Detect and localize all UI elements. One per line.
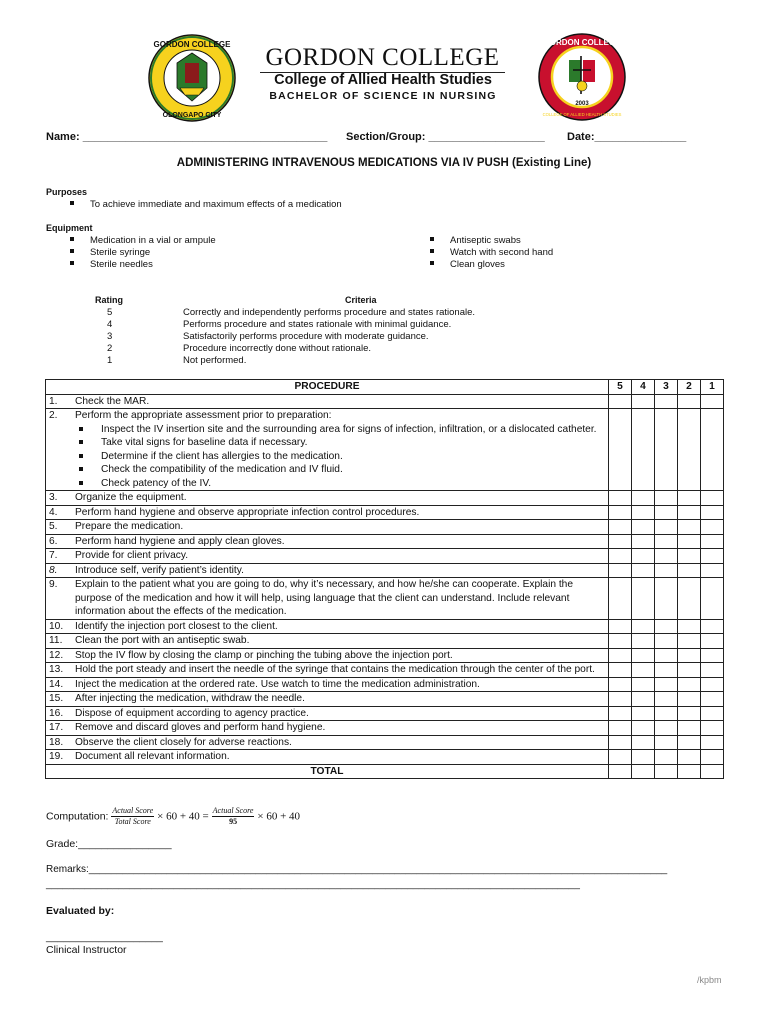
score-cell[interactable] [655, 578, 678, 620]
footer-mark: /kpbm [697, 975, 722, 985]
score-cell[interactable] [609, 706, 632, 721]
score-cell[interactable] [678, 750, 701, 765]
score-header-3: 3 [655, 380, 678, 395]
rating-criteria: Procedure incorrectly done without rationale. [183, 343, 371, 354]
step-number: 9. [49, 579, 58, 590]
score-cell[interactable] [655, 549, 678, 564]
score-cell[interactable] [632, 563, 655, 578]
procedure-table [45, 379, 724, 779]
score-cell[interactable] [701, 563, 724, 578]
score-cell[interactable] [609, 677, 632, 692]
score-cell[interactable] [678, 692, 701, 707]
score-cell[interactable] [609, 634, 632, 649]
subitem-text: Inspect the IV insertion site and the surrounding area for signs of infection, infiltration, or a dislocated catheter. [101, 423, 597, 435]
score-cell[interactable] [632, 634, 655, 649]
step-number: 16. [49, 707, 64, 719]
score-cell[interactable] [678, 648, 701, 663]
step-text: After injecting the medication, withdraw the needle. [75, 693, 305, 704]
equipment-item: Sterile needles [70, 259, 153, 270]
table-row [46, 578, 724, 620]
grade-field[interactable] [46, 838, 172, 850]
purposes-heading: Purposes [46, 187, 88, 197]
table-row [46, 735, 724, 750]
step-number: 7. [49, 550, 58, 561]
table-row [46, 534, 724, 549]
score-cell[interactable] [655, 677, 678, 692]
rating-value: 2 [107, 343, 113, 354]
gordon-college-seal-right [537, 32, 627, 122]
score-cell[interactable] [701, 677, 724, 692]
total-score-cell[interactable] [632, 764, 655, 779]
step-text: Dispose of equipment according to agency practice. [75, 707, 309, 719]
gordon-college-seal-left [147, 33, 237, 123]
date-blank[interactable]: _______________ [594, 131, 687, 143]
evaluated-by-label: Evaluated by: [46, 905, 115, 917]
rating-criteria: Not performed. [183, 355, 247, 366]
procedure-step [46, 394, 609, 409]
fraction-actual-over-95: $\frac{\text{Actual Score}}{95}$ [212, 806, 254, 826]
assessment-subitem [49, 477, 605, 491]
step-text: Identify the injection port closest to the client. [75, 620, 278, 632]
score-cell[interactable] [701, 648, 724, 663]
bullet-icon [430, 261, 434, 265]
score-cell[interactable] [701, 491, 724, 506]
score-cell[interactable] [655, 505, 678, 520]
step-text: Perform the appropriate assessment prior to preparation: [75, 410, 332, 421]
score-cell[interactable] [632, 409, 655, 491]
procedure-step [46, 692, 609, 707]
score-cell[interactable] [655, 394, 678, 409]
table-row [46, 648, 724, 663]
score-cell[interactable] [655, 520, 678, 535]
step-number: 10. [49, 620, 64, 632]
score-cell[interactable] [632, 706, 655, 721]
remarks-field[interactable] [46, 864, 667, 875]
score-cell[interactable] [701, 394, 724, 409]
bullet-icon [75, 463, 101, 477]
procedure-step [46, 721, 609, 736]
procedure-step [46, 634, 609, 649]
score-cell[interactable] [632, 549, 655, 564]
score-cell[interactable] [609, 549, 632, 564]
assessment-subitem [49, 450, 605, 464]
score-cell[interactable] [678, 394, 701, 409]
score-cell[interactable] [678, 534, 701, 549]
score-cell[interactable] [609, 491, 632, 506]
bullet-icon [75, 436, 101, 450]
score-cell[interactable] [701, 706, 724, 721]
fraction-actual-over-total: $\frac{\text{Actual Score}}{\text{Total Score}}$ [112, 806, 154, 826]
bullet-icon [70, 249, 74, 253]
rating-criteria: Correctly and independently performs procedure and states rationale. [183, 307, 476, 318]
score-cell[interactable] [655, 706, 678, 721]
score-cell[interactable] [701, 721, 724, 736]
score-cell[interactable] [632, 750, 655, 765]
score-cell[interactable] [632, 394, 655, 409]
step-text: Introduce self, verify patient’s identity. [75, 564, 244, 576]
score-cell[interactable] [609, 648, 632, 663]
score-cell[interactable] [678, 409, 701, 491]
score-cell[interactable] [609, 520, 632, 535]
score-cell[interactable] [701, 549, 724, 564]
score-cell[interactable] [678, 549, 701, 564]
equipment-item: Medication in a vial or ampule [70, 235, 216, 246]
procedure-step [46, 706, 609, 721]
subitem-text: Check the compatibility of the medication and IV fluid. [101, 464, 343, 475]
score-cell[interactable] [678, 706, 701, 721]
score-cell[interactable] [701, 619, 724, 634]
score-cell[interactable] [609, 750, 632, 765]
criteria-heading: Criteria [345, 295, 377, 305]
step-number: 2. [49, 410, 58, 421]
step-text: Check the MAR. [75, 395, 150, 407]
step-text: Clean the port with an antiseptic swab. [75, 635, 250, 646]
score-cell[interactable] [632, 721, 655, 736]
procedure-step [46, 578, 609, 620]
step-number: 14. [49, 678, 64, 690]
score-cell[interactable] [632, 491, 655, 506]
computation-label: Computation: [46, 810, 109, 823]
table-row [46, 409, 724, 491]
step-number: 3. [49, 492, 58, 503]
equipment-item: Clean gloves [430, 259, 505, 270]
bullet-icon [430, 249, 434, 253]
step-number: 11. [49, 635, 63, 646]
step-number: 12. [49, 649, 64, 661]
date-field[interactable] [567, 131, 686, 143]
equipment-heading: Equipment [46, 223, 93, 233]
document-title: ADMINISTERING INTRAVENOUS MEDICATIONS VIA IV PUSH (Existing Line) [176, 157, 592, 169]
equipment-item: Antiseptic swabs [430, 235, 521, 246]
step-text: Observe the client closely for adverse reactions. [75, 736, 292, 748]
score-cell[interactable] [655, 634, 678, 649]
table-row [46, 549, 724, 564]
computation-formula [46, 806, 300, 827]
score-cell[interactable] [701, 505, 724, 520]
subitem-text: Check patency of the IV. [101, 477, 212, 489]
score-cell[interactable] [678, 578, 701, 620]
score-header-4: 4 [632, 380, 655, 395]
score-cell[interactable] [609, 721, 632, 736]
rating-value: 5 [107, 307, 113, 318]
step-text: Perform hand hygiene and apply clean gloves. [75, 535, 285, 547]
procedure-step [46, 534, 609, 549]
step-text: Hold the port steady and insert the needle of the syringe that contains the medication through the center of the port. [75, 664, 595, 675]
step-number: 19. [49, 751, 64, 762]
procedure-step [46, 520, 609, 535]
name-label: Name: [46, 131, 80, 143]
score-cell[interactable] [609, 578, 632, 620]
step-text: Remove and discard gloves and perform hand hygiene. [75, 722, 326, 733]
college-name: GORDON COLLEGE [265, 44, 500, 71]
score-cell[interactable] [609, 663, 632, 678]
procedure-step [46, 409, 609, 491]
table-row [46, 634, 724, 649]
procedure-step [46, 677, 609, 692]
rating-value: 3 [107, 331, 113, 342]
bullet-icon [75, 450, 101, 464]
clinical-instructor-label: Clinical Instructor [46, 944, 127, 956]
score-cell[interactable] [701, 578, 724, 620]
step-number: 15. [49, 693, 64, 704]
total-score-cell[interactable] [678, 764, 701, 779]
score-cell[interactable] [655, 663, 678, 678]
procedure-table-body [46, 394, 724, 764]
procedure-step [46, 563, 609, 578]
score-cell[interactable] [678, 505, 701, 520]
rating-heading: Rating [95, 295, 123, 305]
college-unit: College of Allied Health Studies [274, 72, 492, 88]
rating-value: 1 [107, 355, 113, 366]
subitem-text: Determine if the client has allergies to the medication. [101, 450, 343, 462]
score-cell[interactable] [655, 735, 678, 750]
step-number: 1. [49, 395, 58, 407]
step-text: Document all relevant information. [75, 751, 230, 762]
score-cell[interactable] [632, 578, 655, 620]
left-seal-ring-text: GORDON COLLEGE [153, 40, 231, 49]
score-cell[interactable] [678, 520, 701, 535]
purpose-item: To achieve immediate and maximum effects of a medication [70, 199, 342, 210]
assessment-subitem [49, 463, 605, 477]
score-cell[interactable] [678, 677, 701, 692]
score-cell[interactable] [701, 735, 724, 750]
name-blank[interactable]: ________________________________________ [82, 131, 328, 143]
score-cell[interactable] [632, 505, 655, 520]
score-cell[interactable] [655, 534, 678, 549]
bullet-icon [430, 237, 434, 241]
score-cell[interactable] [609, 619, 632, 634]
rating-criteria: Satisfactorily performs procedure with moderate guidance. [183, 331, 429, 342]
right-seal-ring-text: GORDON COLLEGE [543, 38, 621, 47]
score-cell[interactable] [701, 692, 724, 707]
bullet-icon [70, 237, 74, 241]
left-seal-city-text: OLONGAPO CITY [162, 112, 222, 119]
remarks-line-2[interactable]: ________________________________________________________________________________________________ [46, 879, 580, 890]
equipment-item: Sterile syringe [70, 247, 150, 258]
table-row [46, 750, 724, 765]
table-row [46, 663, 724, 678]
step-text: Inject the medication at the ordered rate. Use watch to time the medication administration. [75, 678, 480, 690]
procedure-step [46, 750, 609, 765]
score-cell[interactable] [678, 634, 701, 649]
formula-middle: × 60 + 40 = [157, 810, 209, 823]
step-text: Provide for client privacy. [75, 550, 189, 561]
bullet-icon [75, 477, 101, 491]
step-text: Stop the IV flow by closing the clamp or pinching the tubing above the injection port. [75, 649, 453, 661]
table-row [46, 706, 724, 721]
step-number: 8. [49, 564, 58, 576]
right-seal-year: 2003 [575, 101, 589, 107]
score-cell[interactable] [632, 648, 655, 663]
signature-line[interactable]: ____________________ [46, 931, 163, 943]
rating-value: 4 [107, 319, 113, 330]
procedure-column-header: PROCEDURE [46, 380, 609, 395]
assessment-subitem [49, 423, 605, 437]
score-cell[interactable] [609, 409, 632, 491]
table-row [46, 520, 724, 535]
step-text: Organize the equipment. [75, 492, 187, 503]
equipment-item: Watch with second hand [430, 247, 553, 258]
table-header-row [46, 380, 724, 395]
table-row [46, 505, 724, 520]
step-number: 18. [49, 736, 64, 748]
bullet-icon [75, 423, 101, 437]
score-cell[interactable] [655, 648, 678, 663]
date-label: Date: [567, 131, 595, 143]
section-label: Section/Group: [346, 131, 426, 143]
score-cell[interactable] [701, 634, 724, 649]
score-header-1: 1 [701, 380, 724, 395]
score-cell[interactable] [609, 394, 632, 409]
score-cell[interactable] [678, 563, 701, 578]
procedure-step [46, 648, 609, 663]
score-header-5: 5 [609, 380, 632, 395]
total-row [46, 764, 724, 779]
table-row [46, 692, 724, 707]
total-score-cell[interactable] [655, 764, 678, 779]
total-score-cell[interactable] [701, 764, 724, 779]
step-number: 13. [49, 664, 64, 675]
remarks-line-1[interactable]: ________________________________________________________________________________________________________ [88, 864, 668, 875]
subitem-text: Take vital signs for baseline data if necessary. [101, 437, 308, 448]
score-cell[interactable] [655, 721, 678, 736]
score-cell[interactable] [609, 735, 632, 750]
score-cell[interactable] [632, 534, 655, 549]
step-number: 5. [49, 521, 58, 532]
section-field[interactable] [346, 131, 545, 143]
table-row [46, 563, 724, 578]
rating-criteria: Performs procedure and states rationale with minimal guidance. [183, 319, 452, 330]
score-cell[interactable] [609, 534, 632, 549]
score-cell[interactable] [701, 520, 724, 535]
grade-label: Grade: [46, 838, 79, 850]
step-text: Explain to the patient what you are going to do, why it’s necessary, and how he/she can cooperate. Explain the purpose of the medication and how it will help, using language that the client can understand. Include relevant information about the effects of the medication. [75, 579, 573, 617]
step-text: Prepare the medication. [75, 521, 184, 532]
step-number: 17. [49, 722, 64, 733]
score-cell[interactable] [655, 750, 678, 765]
formula-tail: × 60 + 40 [257, 810, 301, 823]
score-cell[interactable] [701, 534, 724, 549]
score-cell[interactable] [632, 692, 655, 707]
score-cell[interactable] [678, 663, 701, 678]
total-label: TOTAL [46, 764, 609, 779]
score-cell[interactable] [678, 619, 701, 634]
score-cell[interactable] [678, 721, 701, 736]
score-cell[interactable] [701, 663, 724, 678]
score-cell[interactable] [655, 619, 678, 634]
score-cell[interactable] [678, 491, 701, 506]
table-row [46, 394, 724, 409]
procedure-step [46, 663, 609, 678]
procedure-step [46, 491, 609, 506]
grade-blank[interactable]: ________________ [78, 838, 172, 850]
table-row [46, 721, 724, 736]
score-cell[interactable] [655, 491, 678, 506]
bullet-icon [70, 201, 74, 205]
score-cell[interactable] [609, 692, 632, 707]
total-score-cell[interactable] [609, 764, 632, 779]
assessment-subitem [49, 436, 605, 450]
score-header-2: 2 [678, 380, 701, 395]
score-cell[interactable] [632, 663, 655, 678]
score-cell[interactable] [632, 520, 655, 535]
program-name: BACHELOR OF SCIENCE IN NURSING [269, 90, 497, 102]
table-row [46, 619, 724, 634]
score-cell[interactable] [701, 750, 724, 765]
name-field[interactable] [46, 131, 327, 143]
procedure-step [46, 505, 609, 520]
remarks-label: Remarks: [46, 864, 89, 875]
score-cell[interactable] [701, 409, 724, 491]
score-cell[interactable] [678, 735, 701, 750]
procedure-step [46, 619, 609, 634]
step-number: 4. [49, 506, 58, 518]
step-text: Perform hand hygiene and observe appropriate infection control procedures. [75, 506, 420, 518]
table-row [46, 677, 724, 692]
score-cell[interactable] [632, 619, 655, 634]
procedure-step [46, 735, 609, 750]
table-row [46, 491, 724, 506]
score-cell[interactable] [632, 735, 655, 750]
bullet-icon [70, 261, 74, 265]
score-cell[interactable] [655, 563, 678, 578]
right-seal-ring-bottom: COLLEGE OF ALLIED HEALTH STUDIES [542, 112, 622, 117]
score-cell[interactable] [609, 505, 632, 520]
score-cell[interactable] [655, 409, 678, 491]
score-cell[interactable] [655, 692, 678, 707]
step-number: 6. [49, 535, 58, 547]
procedure-step [46, 549, 609, 564]
score-cell[interactable] [609, 563, 632, 578]
section-blank[interactable]: ___________________ [428, 131, 545, 143]
score-cell[interactable] [632, 677, 655, 692]
